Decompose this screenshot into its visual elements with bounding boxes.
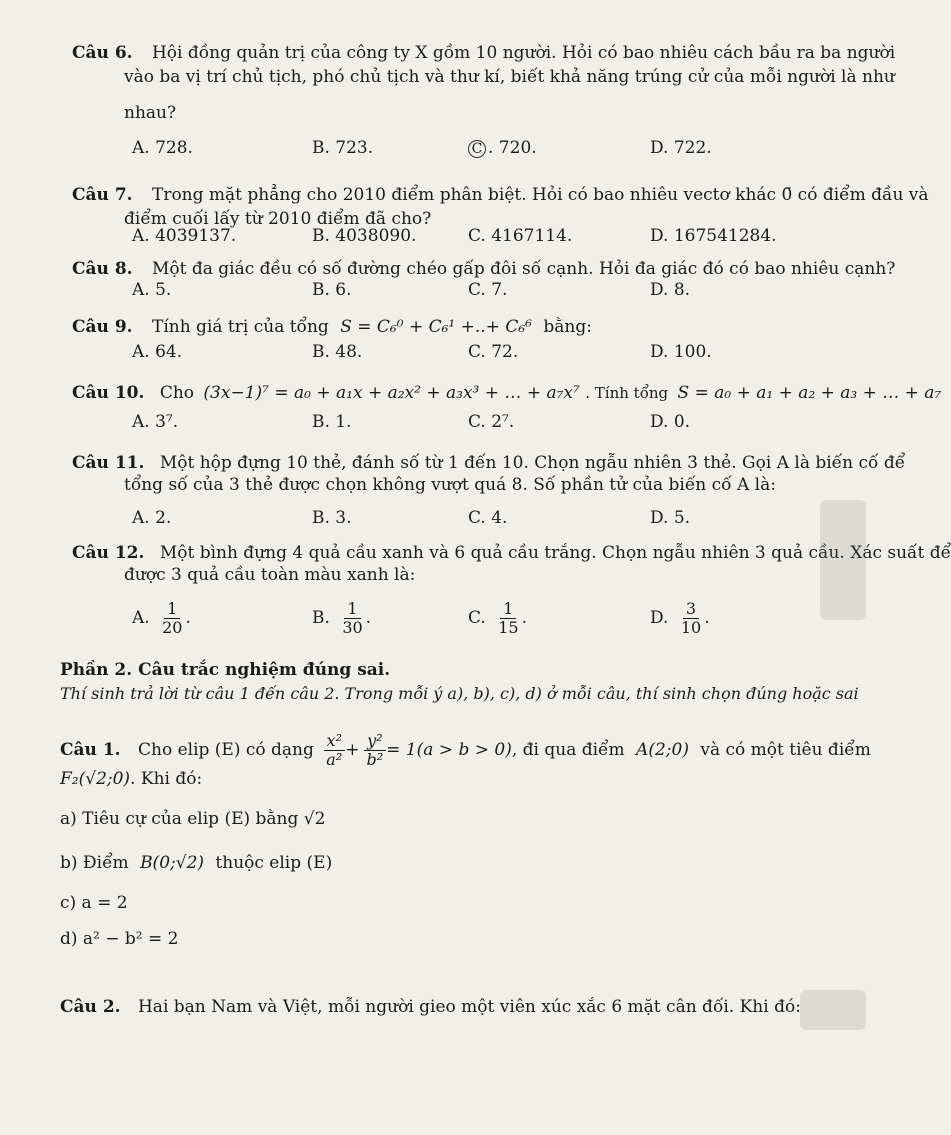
q12-option-d-denominator: 10: [680, 618, 702, 637]
q6-option-a: A. 728.: [132, 138, 193, 158]
q8-option-d: D. 8.: [650, 280, 691, 300]
q7-option-b: B. 4038090.: [312, 226, 417, 246]
q10-formula: (3x−1)⁷ = a₀ + a₁x + a₂x² + a₃x³ + … + a₇x⁷: [203, 383, 580, 403]
q8-option-b: B. 6.: [312, 280, 352, 300]
p2q1-focus-post: . Khi đó:: [130, 769, 203, 789]
q8-line1: [72, 258, 895, 280]
q7-option-d: D. 167541284.: [650, 226, 777, 246]
q12-option-c-label: C.: [468, 608, 486, 628]
scan-artifact: [820, 500, 866, 620]
q7-option-a: A. 4039137.: [132, 226, 237, 246]
p2q1-statement-b-point: B(0;√2): [140, 853, 205, 873]
p2q1-eq-y-numerator: y²: [364, 732, 385, 751]
q8-label: Câu 8.: [72, 259, 133, 279]
q9-option-c: C. 72.: [468, 342, 519, 362]
part2-instruction: Thí sinh trả lời từ câu 1 đến câu 2. Trong mỗi ý a), b), c), d) ở mỗi câu, thí sinh chọn đúng hoặc sai: [60, 684, 859, 703]
q12-option-c: C. $\frac{1}{15}$ .: [468, 599, 527, 637]
q12-option-a-label: A.: [132, 608, 150, 628]
q9-text-pre: Tính giá trị của tổng: [151, 317, 329, 337]
q12-option-b-numerator: 1: [344, 600, 360, 619]
q10-text-pre: Cho: [159, 383, 195, 403]
p2q1-label: Câu 1.: [60, 740, 121, 760]
q12-option-a: A. $\frac{1}{20}$ .: [132, 599, 191, 637]
q10-option-d: D. 0.: [650, 412, 691, 432]
p2q2-line1: [60, 996, 801, 1018]
q12-option-a-denominator: 20: [162, 618, 183, 637]
q6-text-1: Hội đồng quản trị của công ty X gồm 10 người. Hỏi có bao nhiêu cách bầu ra ba người: [151, 43, 896, 63]
p2q1-text-mid: , đi qua điểm: [511, 740, 625, 760]
q11-text-1: Một hộp đựng 10 thẻ, đánh số từ 1 đến 10. Chọn ngẫu nhiên 3 thẻ. Gọi A là biến cố để: [159, 453, 906, 473]
p2q1-statement-a: a) Tiêu cự của elip (E) bằng √2: [60, 809, 326, 829]
q10-label: Câu 10.: [72, 383, 145, 403]
p2q1-eq-x-numerator: x²: [324, 732, 345, 751]
p2q1-line2: [60, 768, 202, 790]
q9-line1: [72, 316, 592, 338]
q10-option-c: C. 2⁷.: [468, 412, 515, 432]
p2q1-statement-b-pre: b) Điểm: [60, 853, 129, 873]
q7-label: Câu 7.: [72, 185, 133, 205]
q12-option-d-numerator: 3: [683, 600, 699, 619]
q12-option-c-denominator: 15: [498, 618, 519, 637]
q6-option-c-text: . 720.: [488, 138, 537, 158]
q10-text-mid: . Tính tổng: [585, 384, 669, 402]
q12-option-c-numerator: 1: [500, 600, 516, 619]
q9-option-a: A. 64.: [132, 342, 183, 362]
q12-option-b-label: B.: [312, 608, 330, 628]
q11-line1: [72, 452, 905, 474]
q12-text-2: được 3 quả cầu toàn màu xanh là:: [124, 565, 416, 585]
p2q1-statement-b: [60, 852, 332, 874]
q6-text-2: vào ba vị trí chủ tịch, phó chủ tịch và thư kí, biết khả năng trúng cử của mỗi người là như: [124, 67, 895, 87]
p2q1-statement-b-post: thuộc elip (E): [215, 853, 333, 873]
q9-label: Câu 9.: [72, 317, 133, 337]
q12-option-a-fraction: [159, 600, 185, 637]
q9-formula: S = C₆⁰ + C₆¹ +..+ C₆⁶: [340, 317, 532, 337]
q12-text-1: Một bình đựng 4 quả cầu xanh và 6 quả cầu trắng. Chọn ngẫu nhiên 3 quả cầu. Xác suất để: [159, 543, 951, 563]
q12-option-c-fraction: [495, 600, 521, 637]
q7-option-c: C. 4167114.: [468, 226, 573, 246]
q6-option-c-circled-mark: C: [468, 140, 486, 158]
q11-option-c: C. 4.: [468, 508, 508, 528]
q11-option-b: B. 3.: [312, 508, 352, 528]
q6-label: Câu 6.: [72, 43, 133, 63]
p2q1-statement-c: c) a = 2: [60, 893, 128, 913]
q12-option-d: D. $\frac{3}{10}$ .: [650, 599, 710, 637]
p2q2-label: Câu 2.: [60, 997, 121, 1017]
q7-text-2: điểm cuối lấy từ 2010 điểm đã cho?: [124, 209, 432, 229]
q11-option-a: A. 2.: [132, 508, 172, 528]
q10-option-b: B. 1.: [312, 412, 352, 432]
q12-option-d-label: D.: [650, 608, 669, 628]
q12-option-a-numerator: 1: [164, 600, 180, 619]
q12-option-b-fraction: [339, 600, 365, 637]
q8-option-a: A. 5.: [132, 280, 172, 300]
p2q1-focus: F₂(√2;0): [60, 769, 131, 789]
p2q1-point-a: A(2;0): [636, 740, 689, 760]
q12-option-b-denominator: 30: [342, 618, 363, 637]
q7-line1: [72, 184, 929, 206]
p2q2-text: Hai bạn Nam và Việt, mỗi người gieo một viên xúc xắc 6 mặt cân đối. Khi đó:: [137, 997, 801, 1017]
q7-text-1: Trong mặt phẳng cho 2010 điểm phân biệt. Hỏi có bao nhiêu vectơ khác 0̄ có điểm đầu và: [151, 185, 929, 205]
p2q1-statement-d: d) a² − b² = 2: [60, 929, 179, 949]
scan-artifact: [800, 990, 866, 1030]
q6-option-c: [468, 138, 537, 158]
q10-formula-sum: S = a₀ + a₁ + a₂ + a₃ + … + a₇: [677, 383, 942, 403]
q9-option-b: B. 48.: [312, 342, 363, 362]
q6-option-d: D. 722.: [650, 138, 712, 158]
q6-text-3: nhau?: [124, 103, 177, 123]
p2q1-eq-x-denominator: a²: [326, 750, 343, 769]
q10-line1: [72, 382, 941, 404]
q12-option-b: B. $\frac{1}{30}$ .: [312, 599, 372, 637]
p2q1-eq-x-fraction: [323, 732, 345, 769]
p2q1-line1: Câu 1. Cho elip (E) có dạng $\frac{\text{x²}}{\text{a²}}$ + $\frac{\text{y²}}{\text{b²}}$ = 1(a > b > 0), đi qua điểm A(2;0) và có một tiêu điểm: [60, 731, 871, 769]
q8-option-c: C. 7.: [468, 280, 508, 300]
part2-title: Phần 2. Câu trắc nghiệm đúng sai.: [60, 660, 391, 680]
q12-label: Câu 12.: [72, 543, 145, 563]
q11-option-d: D. 5.: [650, 508, 691, 528]
p2q1-text-post: và có một tiêu điểm: [700, 740, 871, 760]
q12-option-d-fraction: [678, 600, 704, 637]
q10-option-a: A. 3⁷.: [132, 412, 179, 432]
q11-label: Câu 11.: [72, 453, 145, 473]
p2q1-text-pre: Cho elip (E) có dạng: [137, 740, 314, 760]
q11-text-2: tổng số của 3 thẻ được chọn không vượt quá 8. Số phần tử của biến cố A là:: [124, 475, 776, 495]
p2q1-eq-y-fraction: [364, 732, 387, 769]
q6-line1: [72, 42, 895, 64]
p2q1-eq-y-denominator: b²: [366, 750, 384, 769]
p2q1-eq-rest: = 1(a > b > 0): [386, 740, 512, 760]
q6-option-b: B. 723.: [312, 138, 374, 158]
q8-text-1: Một đa giác đều có số đường chéo gấp đôi số cạnh. Hỏi đa giác đó có bao nhiêu cạnh?: [151, 259, 896, 279]
q9-text-post: bằng:: [543, 317, 592, 337]
q9-option-d: D. 100.: [650, 342, 712, 362]
